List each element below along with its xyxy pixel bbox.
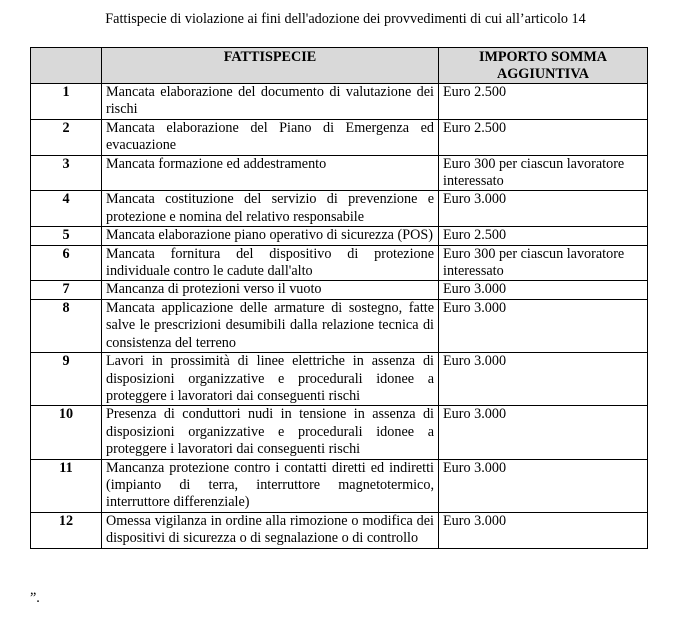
table-header-row xyxy=(31,48,648,84)
table-row xyxy=(31,84,648,120)
row-fattispecie: Mancata elaborazione del Piano di Emergenza ed evacuazione xyxy=(102,119,439,155)
row-fattispecie: Mancata applicazione delle armature di sostegno, fatte salve le prescrizioni desumibili dalla relazione tecnica di consistenza del terreno xyxy=(102,299,439,352)
row-number: 9 xyxy=(31,353,102,406)
row-importo: Euro 3.000 xyxy=(439,191,648,227)
row-importo: Euro 300 per ciascun lavoratore interessato xyxy=(439,245,648,281)
row-number: 12 xyxy=(31,512,102,548)
row-importo: Euro 2.500 xyxy=(439,119,648,155)
row-fattispecie: Mancanza di protezioni verso il vuoto xyxy=(102,281,439,299)
row-fattispecie: Mancanza protezione contro i contatti diretti ed indiretti (impianto di terra, interruttore magnetotermico, interruttore differenziale) xyxy=(102,459,439,512)
row-number: 5 xyxy=(31,227,102,245)
table-row xyxy=(31,459,648,512)
table-row xyxy=(31,245,648,281)
row-number: 6 xyxy=(31,245,102,281)
row-importo: Euro 3.000 xyxy=(439,512,648,548)
closing-quote: ”. xyxy=(30,590,40,606)
table-row xyxy=(31,191,648,227)
row-importo: Euro 3.000 xyxy=(439,406,648,459)
table-row xyxy=(31,512,648,548)
document-title: Fattispecie di violazione ai fini dell'adozione dei provvedimenti di cui all’articolo 14 xyxy=(105,11,586,27)
row-number: 2 xyxy=(31,119,102,155)
table-row xyxy=(31,281,648,299)
row-importo: Euro 3.000 xyxy=(439,353,648,406)
row-fattispecie: Presenza di conduttori nudi in tensione in assenza di disposizioni organizzative e procedurali idonee a proteggere i lavoratori dai conseguenti rischi xyxy=(102,406,439,459)
row-importo: Euro 3.000 xyxy=(439,459,648,512)
row-fattispecie: Mancata elaborazione piano operativo di sicurezza (POS) xyxy=(102,227,439,245)
header-number xyxy=(31,48,102,84)
row-importo: Euro 3.000 xyxy=(439,281,648,299)
row-importo: Euro 2.500 xyxy=(439,227,648,245)
violations-table xyxy=(30,47,648,549)
row-importo: Euro 300 per ciascun lavoratore interessato xyxy=(439,155,648,191)
row-number: 4 xyxy=(31,191,102,227)
row-number: 1 xyxy=(31,84,102,120)
row-number: 10 xyxy=(31,406,102,459)
row-number: 3 xyxy=(31,155,102,191)
table-row xyxy=(31,406,648,459)
table-row xyxy=(31,299,648,352)
row-fattispecie: Mancata fornitura del dispositivo di protezione individuale contro le cadute dall'alto xyxy=(102,245,439,281)
row-fattispecie: Mancata elaborazione del documento di valutazione dei rischi xyxy=(102,84,439,120)
table-row xyxy=(31,155,648,191)
row-fattispecie: Omessa vigilanza in ordine alla rimozione o modifica dei dispositivi di sicurezza o di segnalazione o di controllo xyxy=(102,512,439,548)
row-fattispecie: Mancata formazione ed addestramento xyxy=(102,155,439,191)
header-fattispecie: FATTISPECIE xyxy=(102,48,439,84)
header-importo: IMPORTO SOMMA AGGIUNTIVA xyxy=(439,48,648,84)
table-row xyxy=(31,227,648,245)
table-row xyxy=(31,119,648,155)
table-row xyxy=(31,353,648,406)
row-importo: Euro 3.000 xyxy=(439,299,648,352)
row-fattispecie: Mancata costituzione del servizio di prevenzione e protezione e nomina del relativo responsabile xyxy=(102,191,439,227)
row-number: 11 xyxy=(31,459,102,512)
row-number: 8 xyxy=(31,299,102,352)
row-number: 7 xyxy=(31,281,102,299)
row-fattispecie: Lavori in prossimità di linee elettriche in assenza di disposizioni organizzative e procedurali idonee a proteggere i lavoratori dai conseguenti rischi xyxy=(102,353,439,406)
row-importo: Euro 2.500 xyxy=(439,84,648,120)
